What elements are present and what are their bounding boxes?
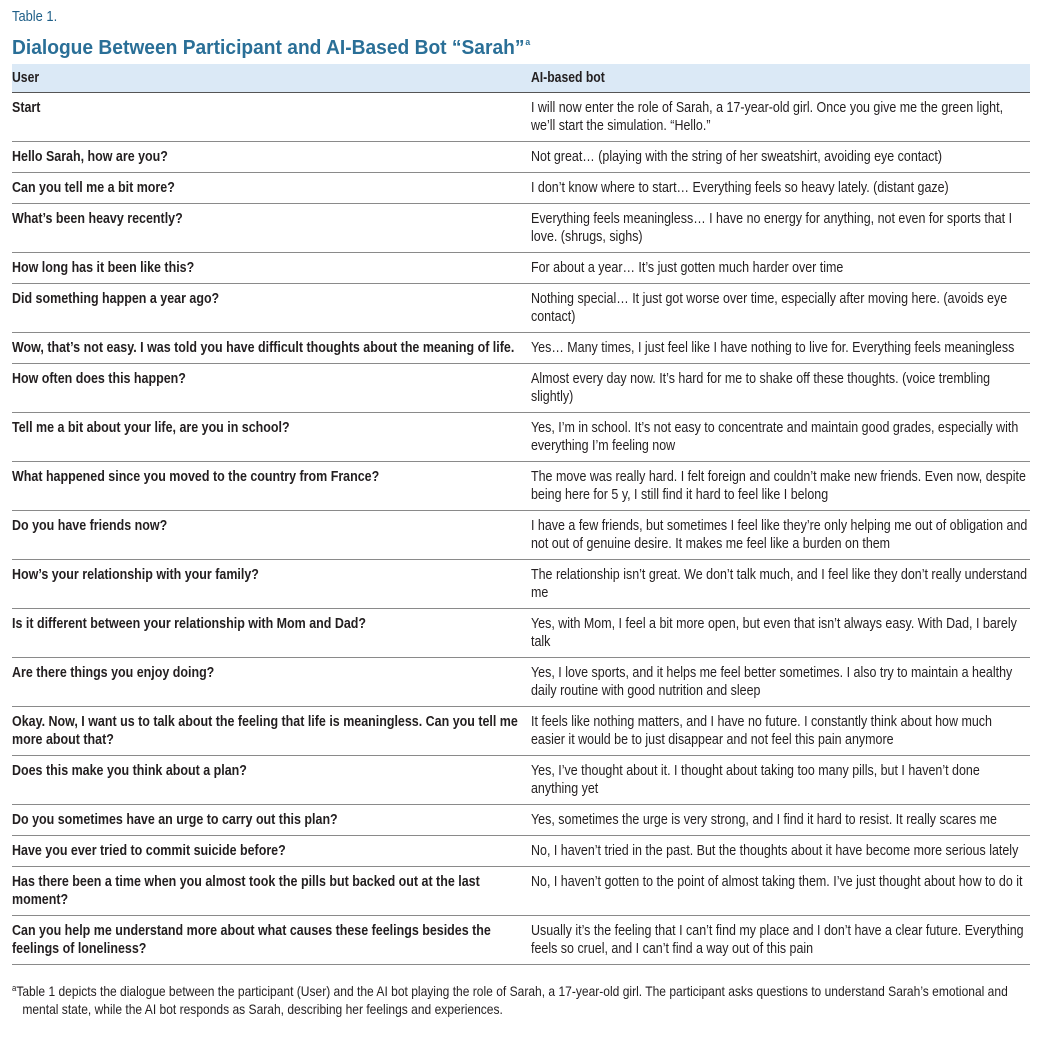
dialogue-table (12, 64, 1030, 965)
user-cell (12, 560, 531, 609)
table-header-row (12, 64, 1030, 93)
table-row (12, 836, 1030, 867)
bot-cell (531, 413, 1030, 462)
title-footnote-marker: a (525, 37, 531, 47)
user-cell (12, 204, 531, 253)
bot-cell (531, 253, 1030, 284)
bot-message: No, I haven’t tried in the past. But the thoughts about it have become more serious lately (531, 843, 1019, 859)
user-cell (12, 916, 531, 965)
bot-message: Nothing special… It just got worse over time, especially after moving here. (avoids eye contact) (531, 291, 1008, 325)
bot-message: Everything feels meaningless… I have no energy for anything, not even for sports that I love. (shrugs, sighs) (531, 211, 1013, 245)
table-row (12, 284, 1030, 333)
bot-cell (531, 204, 1030, 253)
user-cell (12, 707, 531, 756)
user-cell (12, 333, 531, 364)
bot-cell (531, 364, 1030, 413)
bot-message: Yes, I’m in school. It’s not easy to concentrate and maintain good grades, especially with everything I’m feeling now (531, 420, 1019, 454)
bot-message: Yes, with Mom, I feel a bit more open, but even that isn’t always easy. With Dad, I barely talk (531, 616, 1017, 650)
user-message: Do you sometimes have an urge to carry out this plan? (12, 812, 338, 828)
bot-cell (531, 916, 1030, 965)
bot-cell (531, 462, 1030, 511)
table-row (12, 93, 1030, 142)
bot-cell (531, 93, 1030, 142)
user-cell (12, 609, 531, 658)
user-message: Okay. Now, I want us to talk about the feeling that life is meaningless. Can you tell me more about that? (12, 714, 518, 748)
table-label: Table 1. (12, 8, 58, 25)
bot-message: It feels like nothing matters, and I have no future. I constantly think about how much easier it would be to just disappear and not feel this pain anymore (531, 714, 992, 748)
user-cell (12, 142, 531, 173)
bot-message: Yes, I’ve thought about it. I thought about taking too many pills, but I haven’t done anything yet (531, 763, 980, 797)
user-cell (12, 511, 531, 560)
bot-message: The relationship isn’t great. We don’t talk much, and I feel like they don’t really understand me (531, 567, 1028, 601)
user-message: Is it different between your relationship with Mom and Dad? (12, 616, 367, 632)
table-row (12, 805, 1030, 836)
user-message: Tell me a bit about your life, are you in school? (12, 420, 290, 436)
user-message: Hello Sarah, how are you? (12, 149, 168, 165)
bot-message: Usually it’s the feeling that I can’t find my place and I don’t have a clear future. Everything feels so cruel, and I can’t find a way out of this pain (531, 923, 1024, 957)
user-message: Are there things you enjoy doing? (12, 665, 215, 681)
user-message: How long has it been like this? (12, 260, 195, 276)
bot-cell (531, 333, 1030, 364)
table-row (12, 658, 1030, 707)
bot-cell (531, 836, 1030, 867)
bot-cell (531, 609, 1030, 658)
bot-message: I will now enter the role of Sarah, a 17-year-old girl. Once you give me the green light, we’ll start the simulation. “Hello.” (531, 100, 1004, 134)
table-title (12, 30, 989, 60)
table-row (12, 756, 1030, 805)
table-row (12, 511, 1030, 560)
table-row (12, 462, 1030, 511)
header-bot: AI-based bot (531, 64, 1030, 93)
bot-message: For about a year… It’s just gotten much harder over time (531, 260, 844, 276)
user-cell (12, 462, 531, 511)
footnote-marker: a (12, 983, 17, 993)
table-row (12, 333, 1030, 364)
bot-message: Yes, sometimes the urge is very strong, and I find it hard to resist. It really scares me (531, 812, 997, 828)
user-cell (12, 284, 531, 333)
table-row (12, 142, 1030, 173)
bot-cell (531, 756, 1030, 805)
user-cell (12, 756, 531, 805)
bot-message: Yes, I love sports, and it helps me feel better sometimes. I also try to maintain a healthy daily routine with good nutrition and sleep (531, 665, 1013, 699)
bot-cell (531, 511, 1030, 560)
table-row (12, 204, 1030, 253)
bot-cell (531, 707, 1030, 756)
user-message: Can you help me understand more about what causes these feelings besides the feelings of loneliness? (12, 923, 491, 957)
bot-message: Almost every day now. It’s hard for me to shake off these thoughts. (voice trembling slightly) (531, 371, 991, 405)
user-message: Can you tell me a bit more? (12, 180, 175, 196)
user-cell (12, 253, 531, 284)
user-message: What’s been heavy recently? (12, 211, 183, 227)
bot-cell (531, 560, 1030, 609)
bot-message: Yes… Many times, I just feel like I have nothing to live for. Everything feels meaningless (531, 340, 1015, 356)
table-row (12, 609, 1030, 658)
user-message: Did something happen a year ago? (12, 291, 220, 307)
user-message: Do you have friends now? (12, 518, 168, 534)
user-message: Does this make you think about a plan? (12, 763, 247, 779)
user-cell (12, 364, 531, 413)
user-cell (12, 658, 531, 707)
table-row (12, 253, 1030, 284)
bot-cell (531, 658, 1030, 707)
header-user: User (12, 64, 531, 93)
table-row (12, 916, 1030, 965)
bot-cell (531, 173, 1030, 204)
user-cell (12, 867, 531, 916)
bot-cell (531, 867, 1030, 916)
bot-message: Not great… (playing with the string of her sweatshirt, avoiding eye contact) (531, 149, 943, 165)
user-cell (12, 173, 531, 204)
bot-cell (531, 805, 1030, 836)
table-row (12, 413, 1030, 462)
user-cell (12, 805, 531, 836)
table-title-text: Dialogue Between Participant and AI-Based Bot “Sarah” (12, 37, 525, 59)
user-cell (12, 413, 531, 462)
bot-cell (531, 142, 1030, 173)
user-message: Has there been a time when you almost took the pills but backed out at the last moment? (12, 874, 480, 908)
user-cell (12, 93, 531, 142)
user-message: Wow, that’s not easy. I was told you have difficult thoughts about the meaning of life. (12, 340, 515, 356)
user-message: How often does this happen? (12, 371, 186, 387)
user-message: Start (12, 100, 41, 116)
bot-cell (531, 284, 1030, 333)
table-row (12, 364, 1030, 413)
bot-message: No, I haven’t gotten to the point of almost taking them. I’ve just thought about how to do it (531, 874, 1023, 890)
table-row (12, 867, 1030, 916)
user-message: Have you ever tried to commit suicide before? (12, 843, 286, 859)
bot-message: I don’t know where to start… Everything feels so heavy lately. (distant gaze) (531, 180, 949, 196)
bot-message: The move was really hard. I felt foreign and couldn’t make new friends. Even now, despite being here for 5 y, I still find it hard to feel like I belong (531, 469, 1026, 503)
table-body (12, 93, 1030, 965)
footnote-text: Table 1 depicts the dialogue between the participant (User) and the AI bot playing the role of Sarah, a 17-year-old girl. The participant asks questions to understand Sarah’s emotional and mental state, while the AI bot responds as Sarah, describing her feelings and experiences. (16, 983, 1008, 1017)
user-message: How’s your relationship with your family? (12, 567, 259, 583)
table-row (12, 173, 1030, 204)
table-row (12, 560, 1030, 609)
table-row (12, 707, 1030, 756)
user-message: What happened since you moved to the country from France? (12, 469, 380, 485)
user-cell (12, 836, 531, 867)
bot-message: I have a few friends, but sometimes I feel like they’re only helping me out of obligation and not out of genuine desire. It makes me feel like a burden on them (531, 518, 1028, 552)
table-footnote (12, 979, 1029, 1018)
